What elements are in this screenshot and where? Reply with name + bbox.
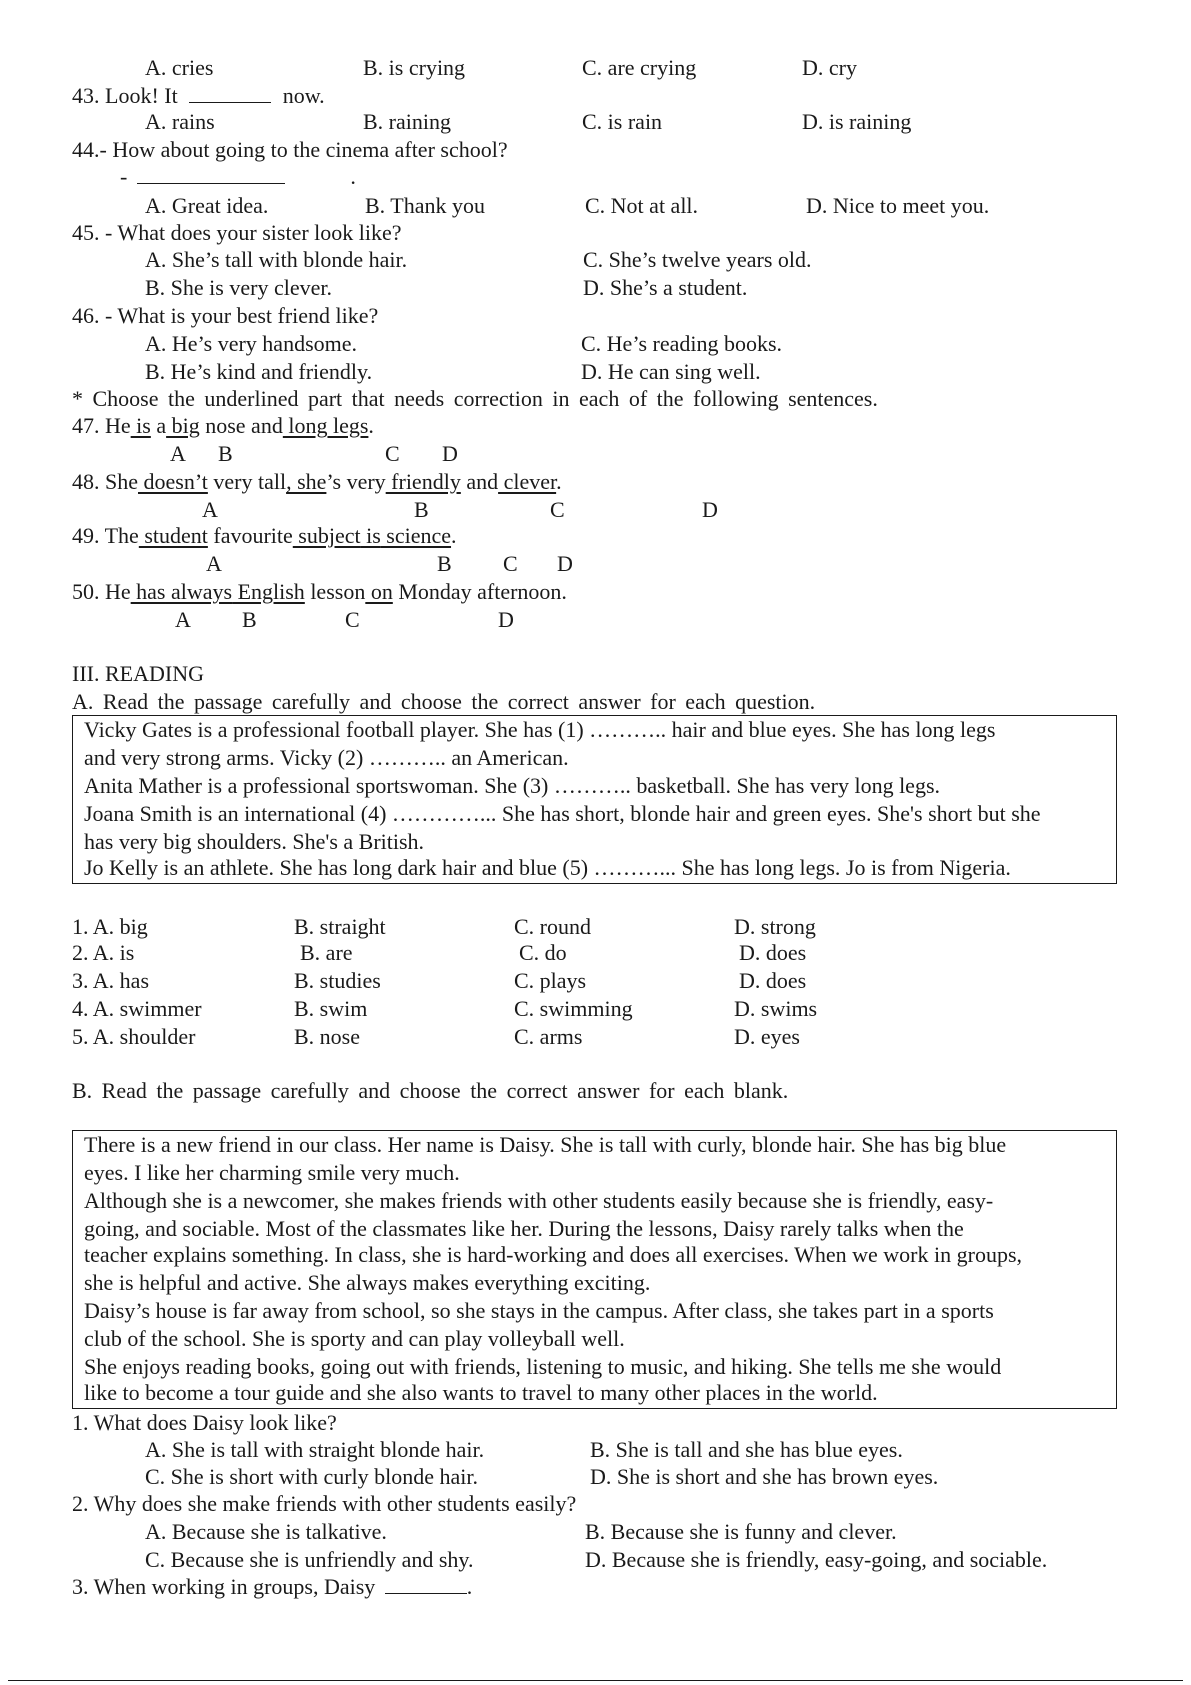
a-q3-option-b[interactable]: B. studies [294,968,381,993]
q44-question: 44.- How about going to the cinema after school? [72,137,508,162]
b-q2-option-d[interactable]: D. Because she is friendly, easy-going, and sociable. [585,1547,1048,1572]
q49-text-2: favourite [207,523,293,548]
q50-text-end: Monday afternoon. [392,579,567,604]
q48-text-3: ’s very [326,469,386,494]
q48-underlined-c[interactable]: friendly [385,469,461,494]
b-q2-option-c[interactable]: C. Because she is unfriendly and shy. [145,1547,474,1572]
q47-letter-b: B [218,441,233,466]
a-q5-option-c[interactable]: C. arms [514,1024,583,1049]
q50-letter-d: D [498,607,514,632]
b-q1-question: 1. What does Daisy look like? [72,1410,337,1435]
q47-text-1: 47. He [72,413,131,438]
q49-letter-a: A [206,551,222,576]
a-q2-option-c[interactable]: C. do [519,940,567,965]
q50-underlined-c[interactable]: English [232,579,305,604]
b-q1-option-a[interactable]: A. She is tall with straight blonde hair. [145,1437,485,1462]
a-q3-option-c[interactable]: C. plays [514,968,587,993]
b-q2-option-a[interactable]: A. Because she is talkative. [145,1519,387,1544]
b-q1-option-b[interactable]: B. She is tall and she has blue eyes. [590,1437,903,1462]
q47-letter-c: C [385,441,400,466]
q50-letter-c: C [345,607,360,632]
a-q1-option-c[interactable]: C. round [514,914,591,939]
q44-answer-line [120,164,356,190]
passage-b-line-10: like to become a tour guide and she also wants to travel to many other places in the world. [84,1380,878,1405]
passage-a-line-1: Vicky Gates is a professional football player. She has (1) ……….. hair and blue eyes. She has long legs [84,717,996,742]
q47-underlined-a[interactable]: is [130,413,151,438]
q47-underlined-c[interactable]: long [282,413,328,438]
a-q1-option-a[interactable]: 1. A. big [72,914,148,939]
q47-text-3: nose and [199,413,283,438]
q44-blank[interactable] [137,165,285,184]
q49-underlined-d[interactable]: science [380,523,452,548]
q43-option-a[interactable]: A. rains [145,109,215,134]
q49-underlined-c[interactable]: is [360,523,381,548]
q50-underlined-a[interactable]: has [130,579,166,604]
q46-question: 46. - What is your best friend like? [72,303,379,328]
q42-option-d[interactable]: D. cry [802,55,857,80]
b-q2-option-b[interactable]: B. Because she is funny and clever. [585,1519,897,1544]
passage-b-line-9: She enjoys reading books, going out with friends, listening to music, and hiking. She tells me she would [84,1354,1002,1379]
q47-sentence [72,413,374,439]
q49-sentence [72,523,457,549]
q42-option-a[interactable]: A. cries [145,55,214,80]
a-q1-option-b[interactable]: B. straight [294,914,386,939]
b-q2-question: 2. Why does she make friends with other students easily? [72,1491,577,1516]
q48-underlined-a[interactable]: doesn’t [138,469,208,494]
part-b-instruction: B. Read the passage carefully and choose the correct answer for each blank. [72,1078,789,1103]
q44-option-d[interactable]: D. Nice to meet you. [806,193,990,218]
q43-option-d[interactable]: D. is raining [802,109,912,134]
q47-letter-a: A [170,441,186,466]
passage-a-line-5: has very big shoulders. She's a British. [84,829,425,854]
q48-letter-a: A [202,497,218,522]
q44-dash: - [120,164,128,189]
a-q2-option-d[interactable]: D. does [739,940,807,965]
q44-option-c[interactable]: C. Not at all. [585,193,699,218]
q47-text-end: . [368,413,374,438]
q42-option-b[interactable]: B. is crying [363,55,466,80]
passage-a-line-3: Anita Mather is a professional sportswoman. She (3) ……….. basketball. She has very long legs. [84,773,941,798]
q43-question [72,83,325,109]
q49-text-1: 49. The [72,523,139,548]
error-instruction: * Choose the underlined part that needs correction in each of the following sentences. [72,386,878,411]
a-q1-option-d[interactable]: D. strong [734,914,816,939]
b-q3-end: . [466,1574,473,1599]
passage-b-line-7: Daisy’s house is far away from school, so she stays in the campus. After class, she takes part in a sports [84,1298,994,1323]
q48-letter-b: B [414,497,429,522]
q43-after: now. [282,83,325,108]
q48-underlined-d[interactable]: clever [498,469,557,494]
passage-b-line-1: There is a new friend in our class. Her name is Daisy. She is tall with curly, blonde hair. She has big blue [84,1132,1007,1157]
q49-underlined-a[interactable]: student [138,523,208,548]
page-bottom-rule [8,1680,1183,1681]
q48-text-4: and [460,469,499,494]
passage-b-line-3: Although she is a newcomer, she makes friends with other students easily because she is friendly, easy- [84,1188,994,1213]
q49-underlined-b[interactable]: subject [292,523,361,548]
b-q1-option-d[interactable]: D. She is short and she has brown eyes. [590,1464,939,1489]
q50-letter-b: B [242,607,257,632]
q49-letter-b: B [437,551,452,576]
passage-b-line-2: eyes. I like her charming smile very much. [84,1160,460,1185]
q49-text-end: . [451,523,457,548]
a-q5-option-a[interactable]: 5. A. shoulder [72,1024,196,1049]
q43-blank[interactable] [189,84,271,103]
q48-sentence [72,469,562,495]
q47-text-2: a [150,413,167,438]
q45-option-c[interactable]: C. She’s twelve years old. [583,247,812,272]
q48-underlined-b[interactable]: , she [286,469,327,494]
q46-option-b[interactable]: B. He’s kind and friendly. [145,359,373,384]
q47-letter-d: D [442,441,458,466]
b-q3-blank[interactable] [385,1575,467,1594]
q47-underlined-b[interactable]: big [166,413,200,438]
q49-letter-d: D [557,551,573,576]
a-q4-option-d[interactable]: D. swims [734,996,818,1021]
q44-dot: . [350,164,356,189]
q49-letter-c: C [503,551,518,576]
b-q3-question [72,1574,472,1600]
passage-a-line-2: and very strong arms. Vicky (2) ……….. an American. [84,745,569,770]
q45-option-a[interactable]: A. She’s tall with blonde hair. [145,247,408,272]
a-q4-option-b[interactable]: B. swim [294,996,368,1021]
b-q1-option-c[interactable]: C. She is short with curly blonde hair. [145,1464,479,1489]
q50-text-1: 50. He [72,579,131,604]
q43-option-b[interactable]: B. raining [363,109,451,134]
q44-option-b[interactable]: B. Thank you [365,193,485,218]
passage-b-line-8: club of the school. She is sporty and can play volleyball well. [84,1326,625,1351]
q48-text-1: 48. She [72,469,138,494]
q45-option-b[interactable]: B. She is very clever. [145,275,332,300]
q47-underlined-d[interactable]: legs [327,413,369,438]
b-q3-text: 3. When working in groups, Daisy [72,1574,376,1599]
q48-text-2: very tall [207,469,287,494]
a-q2-option-b[interactable]: B. are [300,940,353,965]
q42-option-c[interactable]: C. are crying [582,55,697,80]
q46-option-d[interactable]: D. He can sing well. [581,359,761,384]
q50-sentence [72,579,567,605]
q43-option-c[interactable]: C. is rain [582,109,663,134]
q45-question: 45. - What does your sister look like? [72,220,402,245]
q50-letter-a: A [175,607,191,632]
a-q3-option-d[interactable]: D. does [739,968,807,993]
a-q4-option-a[interactable]: 4. A. swimmer [72,996,202,1021]
q45-option-d[interactable]: D. She’s a student. [583,275,748,300]
section-heading-reading: III. READING [72,661,204,686]
q44-option-a[interactable]: A. Great idea. [145,193,269,218]
q43-text: 43. Look! It [72,83,178,108]
q50-text-2: lesson [304,579,366,604]
q46-option-a[interactable]: A. He’s very handsome. [145,331,358,356]
passage-b-line-6: she is helpful and active. She always makes everything exciting. [84,1270,651,1295]
q50-underlined-d[interactable]: on [365,579,393,604]
a-q4-option-c[interactable]: C. swimming [514,996,633,1021]
passage-a-line-4: Joana Smith is an international (4) …………... She has short, blonde hair and green eyes. She's short but she [84,801,1041,826]
q48-letter-d: D [702,497,718,522]
q46-option-c[interactable]: C. He’s reading books. [581,331,783,356]
q48-text-end: . [556,469,562,494]
a-q2-option-a[interactable]: 2. A. is [72,940,135,965]
a-q3-option-a[interactable]: 3. A. has [72,968,149,993]
q48-letter-c: C [550,497,565,522]
passage-b-line-4: going, and sociable. Most of the classmates like her. During the lessons, Daisy rarely talks when the [84,1216,964,1241]
passage-a-line-6: Jo Kelly is an athlete. She has long dark hair and blue (5) ………... She has long legs. Jo is from Nigeria. [84,855,1011,880]
q50-underlined-b[interactable]: always [165,579,233,604]
passage-b-line-5: teacher explains something. In class, she is hard-working and does all exercises. When we work in groups, [84,1242,1023,1267]
a-q5-option-b[interactable]: B. nose [294,1024,360,1049]
a-q5-option-d[interactable]: D. eyes [734,1024,800,1049]
part-a-instruction: A. Read the passage carefully and choose the correct answer for each question. [72,689,816,714]
